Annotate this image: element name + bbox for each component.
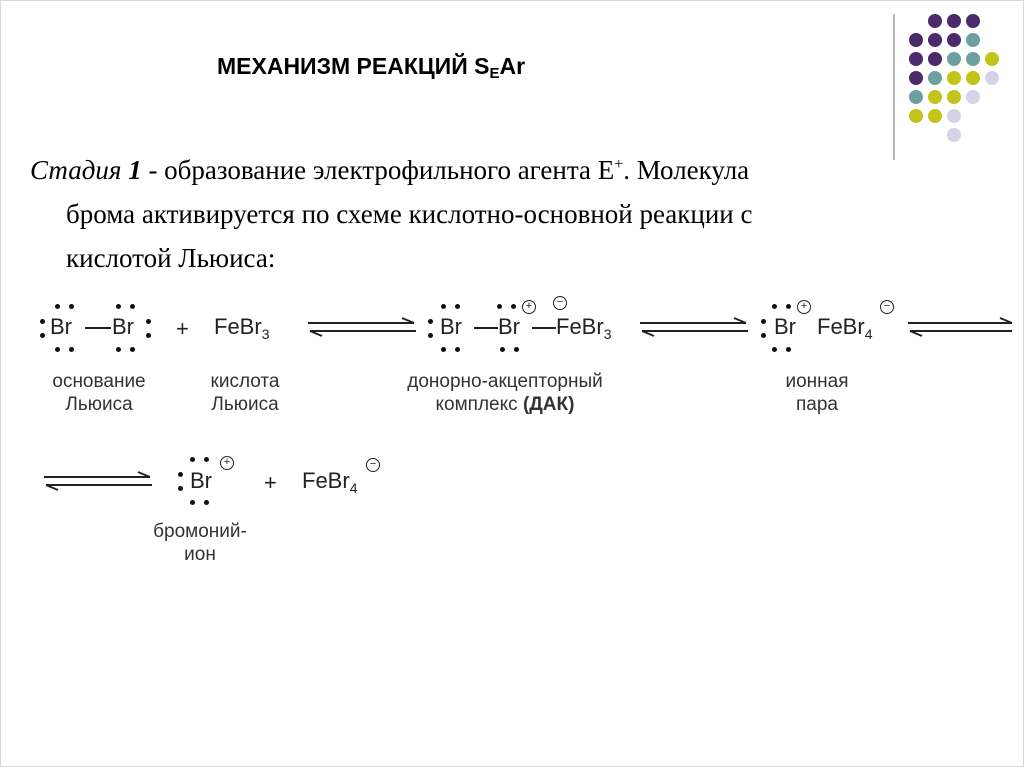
lone-pair-dot xyxy=(190,500,195,505)
decorative-dot xyxy=(909,52,923,66)
paragraph-line-2: брома активируется по схеме кислотно-основной реакции с xyxy=(66,199,753,229)
lone-pair-dot xyxy=(772,347,777,352)
decorative-dot xyxy=(928,71,942,85)
equilibrium-arrow xyxy=(906,316,1016,338)
decorative-dot xyxy=(966,33,980,47)
lone-pair-dot xyxy=(55,304,60,309)
negative-charge: − xyxy=(880,300,894,314)
plus-sign: + xyxy=(264,470,277,495)
br-cation: Br xyxy=(190,468,212,493)
caption-bromonium-ion: бромоний- ион xyxy=(153,521,247,565)
decorative-dot xyxy=(947,90,961,104)
br-atom-1: Br xyxy=(440,314,462,339)
decorative-vertical-line xyxy=(893,14,895,160)
decorative-dot xyxy=(909,33,923,47)
lone-pair-dot xyxy=(761,333,766,338)
br-cation: Br xyxy=(774,314,796,339)
decorative-dot xyxy=(966,71,980,85)
slide-title: МЕХАНИЗМ РЕАКЦИЙ $S_EAr$ xyxy=(217,53,526,82)
caption-dak: донорно-акцепторный комплекс (ДАК) xyxy=(407,371,603,415)
decorative-dot xyxy=(985,52,999,66)
equilibrium-arrow xyxy=(42,470,154,492)
paragraph-line-3: кислотой Льюиса: xyxy=(66,243,276,273)
lone-pair-dot xyxy=(455,347,460,352)
equilibrium-arrow xyxy=(306,316,418,338)
br-br-bond xyxy=(85,327,111,329)
decorative-dot xyxy=(928,33,942,47)
br-br-bond xyxy=(474,327,498,329)
decorative-dot xyxy=(928,109,942,123)
equilibrium-arrow xyxy=(638,316,750,338)
lone-pair-dot xyxy=(116,304,121,309)
caption-lewis-acid: кислота Льюиса xyxy=(210,371,280,415)
negative-charge: − xyxy=(553,296,567,310)
lone-pair-dot xyxy=(511,304,516,309)
decorative-dot xyxy=(947,109,961,123)
lone-pair-dot xyxy=(130,304,135,309)
lone-pair-dot xyxy=(455,304,460,309)
lone-pair-dot xyxy=(116,347,121,352)
lone-pair-dot xyxy=(441,347,446,352)
positive-charge: + xyxy=(220,456,234,470)
lone-pair-dot xyxy=(761,319,766,324)
negative-charge: − xyxy=(366,458,380,472)
br-atom-right: Br xyxy=(112,314,134,339)
paragraph-line-1: Стадия 1 - образование электрофильного агента Е+. Молекула xyxy=(30,155,750,185)
positive-charge: + xyxy=(522,300,536,314)
stage-description xyxy=(30,143,960,280)
lone-pair-dot xyxy=(55,347,60,352)
lone-pair-dot xyxy=(40,333,45,338)
lone-pair-dot xyxy=(130,347,135,352)
caption-lewis-base: основание Льюиса xyxy=(52,371,146,415)
decorative-dot xyxy=(909,109,923,123)
decorative-dot xyxy=(947,128,961,142)
decorative-dot xyxy=(966,52,980,66)
decorative-dot xyxy=(985,71,999,85)
positive-charge: + xyxy=(797,300,811,314)
decorative-dot xyxy=(909,90,923,104)
plus-sign: + xyxy=(176,316,189,341)
fe-tetrabromide: FeBr$_4$ xyxy=(817,314,873,342)
caption-ion-pair: ионная пара xyxy=(785,371,849,415)
lone-pair-dot xyxy=(786,304,791,309)
lone-pair-dot xyxy=(514,347,519,352)
decorative-dot xyxy=(947,71,961,85)
br-atom-left: Br xyxy=(50,314,72,339)
lone-pair-dot xyxy=(497,304,502,309)
decorative-dot xyxy=(966,90,980,104)
lone-pair-dot xyxy=(69,347,74,352)
lone-pair-dot xyxy=(146,319,151,324)
br-atom-2: Br xyxy=(498,314,520,339)
decorative-dot xyxy=(947,52,961,66)
ferric-bromide: FeBr$_3$ xyxy=(214,314,270,342)
lone-pair-dot xyxy=(178,486,183,491)
lone-pair-dot xyxy=(204,457,209,462)
lone-pair-dot xyxy=(428,319,433,324)
lone-pair-dot xyxy=(204,500,209,505)
lone-pair-dot xyxy=(69,304,74,309)
lone-pair-dot xyxy=(428,333,433,338)
decorative-dot xyxy=(909,71,923,85)
decorative-dot xyxy=(928,90,942,104)
lone-pair-dot xyxy=(500,347,505,352)
lone-pair-dot xyxy=(786,347,791,352)
lone-pair-dot xyxy=(772,304,777,309)
decorative-dot xyxy=(928,14,942,28)
br-fe-bond xyxy=(532,327,556,329)
decorative-dot xyxy=(966,14,980,28)
lone-pair-dot xyxy=(190,457,195,462)
lone-pair-dot xyxy=(178,472,183,477)
lone-pair-dot xyxy=(40,319,45,324)
decorative-dot xyxy=(947,14,961,28)
decorative-dot xyxy=(947,33,961,47)
lone-pair-dot xyxy=(146,333,151,338)
fe-tetrabromide: FeBr$_4$ xyxy=(302,468,358,496)
decorative-dot xyxy=(928,52,942,66)
lone-pair-dot xyxy=(441,304,446,309)
fe-bromide: FeBr$_3$ xyxy=(556,314,612,342)
